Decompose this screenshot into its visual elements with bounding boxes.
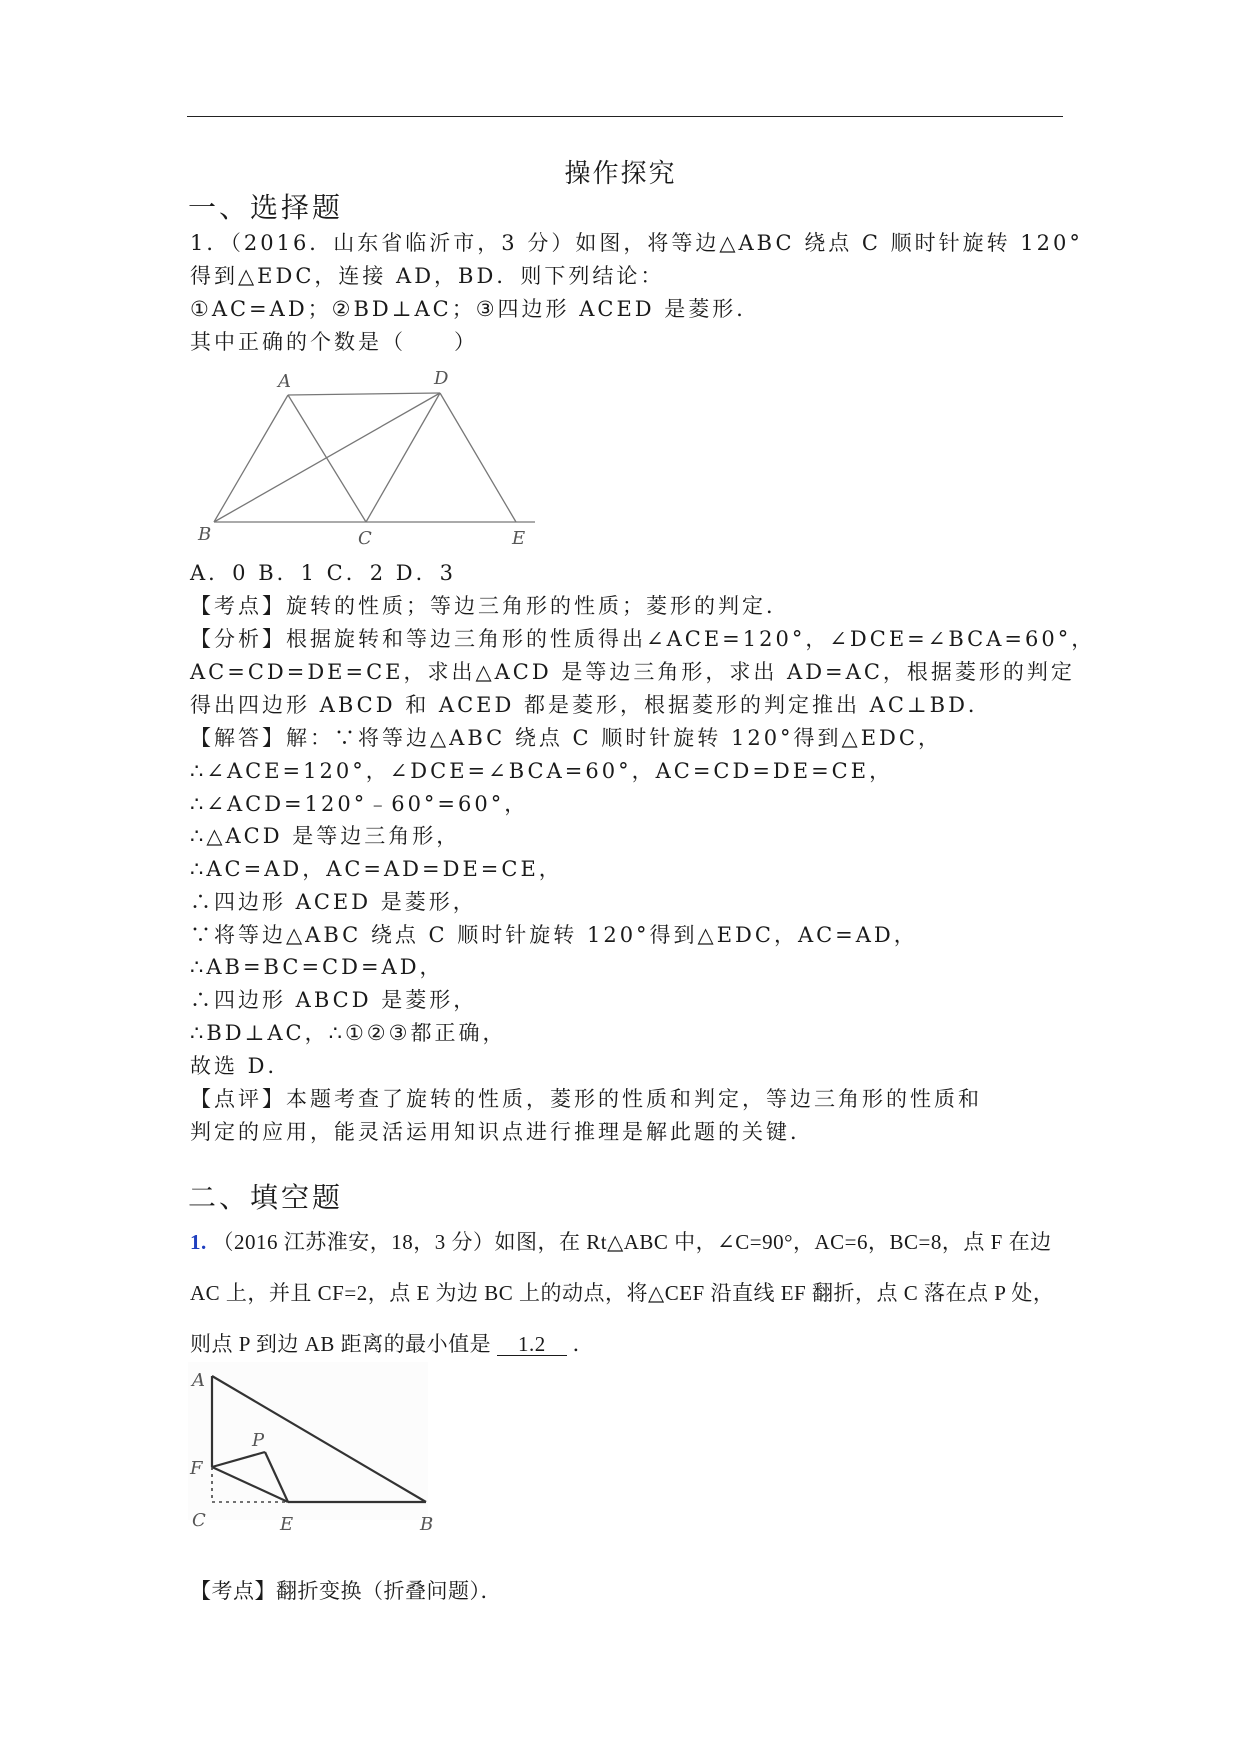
question-line xyxy=(190,1228,1052,1256)
segment-ab xyxy=(214,395,288,522)
section-heading-fill: 二、填空题 xyxy=(188,1181,344,1214)
solution-line: ∴∠ACE=120°，∠DCE=∠BCA=60°，AC=CD=DE=CE， xyxy=(190,759,894,783)
question-statements: ①AC=AD；②BD⊥AC；③四边形 ACED 是菱形． xyxy=(190,297,761,321)
header-rule xyxy=(187,116,1063,117)
solution-line: ∴AC=AD，AC=AD=DE=CE， xyxy=(190,857,563,881)
label-c: C xyxy=(192,1510,206,1531)
label-e: E xyxy=(512,528,526,549)
solution-line: ∵将等边△ABC 绕点 C 顺时针旋转 120°得到△EDC，AC=AD， xyxy=(190,923,918,947)
question-line xyxy=(190,1330,594,1358)
analysis-line: 得出四边形 ABCD 和 ACED 都是菱形，根据菱形的判定推出 AC⊥BD． xyxy=(190,693,992,717)
right-triangle-figure xyxy=(188,1362,448,1542)
question-text: ． xyxy=(572,1332,595,1356)
comment-line: 判定的应用，能灵活运用知识点进行推理是解此题的关键． xyxy=(190,1120,814,1144)
segment-bd xyxy=(214,393,440,522)
label-p: P xyxy=(252,1430,265,1451)
question-prompt: 其中正确的个数是（ ） xyxy=(190,330,478,354)
question-number: 1. xyxy=(190,1230,207,1254)
solution-line: 【解答】解：∵将等边△ABC 绕点 C 顺时针旋转 120°得到△EDC， xyxy=(190,726,942,750)
rhombus-figure xyxy=(190,362,550,552)
analysis-line: AC=CD=DE=CE，求出△ACD 是等边三角形，求出 AD=AC，根据菱形的判定 xyxy=(190,660,1075,684)
segment-ac xyxy=(288,395,366,522)
figure-background xyxy=(188,1362,428,1520)
kaodian-text: 【考点】旋转的性质；等边三角形的性质；菱形的判定． xyxy=(190,594,790,618)
label-d: D xyxy=(434,368,449,389)
segment-cd xyxy=(366,393,440,522)
answer-options: A．0 B．1 C．2 D．3 xyxy=(190,561,456,585)
solution-line: ∴△ACD 是等边三角形， xyxy=(190,824,461,848)
label-f: F xyxy=(190,1458,203,1479)
solution-line: ∴四边形 ACED 是菱形， xyxy=(190,890,477,914)
comment-line: 【点评】本题考查了旋转的性质，菱形的性质和判定，等边三角形的性质和 xyxy=(190,1087,982,1111)
analysis-line: 【分析】根据旋转和等边三角形的性质得出∠ACE=120°，∠DCE=∠BCA=60°， xyxy=(190,627,1096,651)
solution-line: ∴BD⊥AC，∴①②③都正确， xyxy=(190,1021,507,1045)
label-b: B xyxy=(420,1514,434,1535)
question-stem-line: 1．（2016．山东省临沂市，3 分）如图，将等边△ABC 绕点 C 顺时针旋转 120° xyxy=(190,231,1083,255)
answer-blank: 1.2 xyxy=(497,1333,567,1356)
question-text: 则点 P 到边 AB 距离的最小值是 xyxy=(190,1332,492,1356)
label-c: C xyxy=(358,528,372,549)
question-text: （2016 江苏淮安，18，3 分）如图，在 Rt△ABC 中，∠C=90°，AC=6，BC=8，点 F 在边 xyxy=(212,1230,1052,1254)
solution-line: 故选 D． xyxy=(190,1054,292,1078)
question-stem-line: 得到△EDC，连接 AD，BD．则下列结论： xyxy=(190,264,665,288)
page-title: 操作探究 xyxy=(564,159,677,189)
kaodian-text: 【考点】翻折变换（折叠问题）． xyxy=(190,1579,502,1603)
label-e: E xyxy=(280,1514,294,1535)
solution-line: ∴∠ACD=120°﹣60°=60°， xyxy=(190,792,529,816)
segment-de xyxy=(440,393,516,522)
segment-ad xyxy=(288,393,440,395)
label-a: A xyxy=(192,1370,205,1391)
question-line: AC 上，并且 CF=2，点 E 为边 BC 上的动点，将△CEF 沿直线 EF 翻折，点 C 落在点 P 处， xyxy=(190,1281,1055,1305)
label-b: B xyxy=(198,524,212,545)
section-heading-choice: 一、选择题 xyxy=(188,191,344,224)
solution-line: ∴AB=BC=CD=AD， xyxy=(190,955,444,979)
solution-line: ∴四边形 ABCD 是菱形， xyxy=(190,988,478,1012)
label-a: A xyxy=(278,371,291,392)
